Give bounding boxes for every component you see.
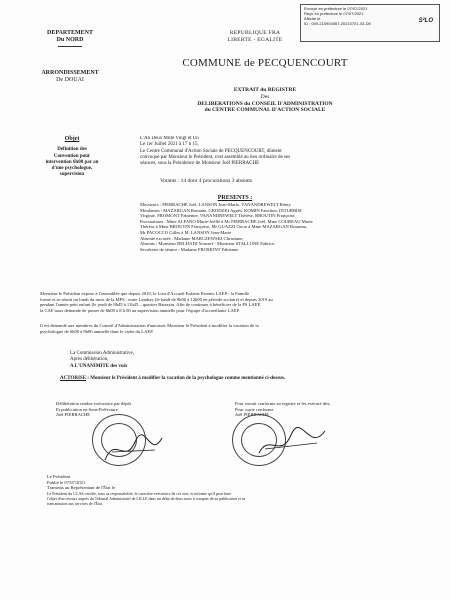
presents-line-3: Virginie, FROMONT Fabienne, VANANDREWELT Thérèse, BROUTIN Françoise bbox=[140, 213, 295, 219]
dept-line-2: Du NORD bbox=[56, 37, 84, 43]
footer-right-line-3: Joël PIERRACHE bbox=[235, 412, 270, 418]
legal-notice bbox=[47, 491, 427, 506]
prefecture-stamp bbox=[300, 4, 440, 42]
commission-line-2: Après délibération, bbox=[70, 357, 109, 363]
presents-line-9: Secrétaire de séance : Madame FROMONT Fabienne bbox=[140, 246, 239, 252]
registre-line-1: EXTRAIT du REGISTRE bbox=[233, 87, 297, 93]
divider bbox=[58, 46, 82, 47]
demande-line-1: Il est demandé aux membres du Conseil d'Administration d'autoriser Monsieur le Président à modifier la vacation de la bbox=[40, 323, 259, 328]
stamp-signature: S²LO bbox=[418, 18, 433, 24]
expose-line-4: la CAF nous demande de passer de 6h00 à 8 h 00 au supervision annuelle pour l'équipe d'accueillante LAEP. bbox=[40, 307, 240, 313]
objet-label: Objet bbox=[64, 136, 80, 142]
expose-line-2: forme et se réunit un lundi du mois de la MPS : entre Lambay (le lundi de 9h00 à 12h00 en période scolaire) et depuis 2019 au bbox=[40, 296, 273, 302]
meeting-line-4: convoqué par Monsieur le Président, s'est assemblé au lieu ordinaire de ses bbox=[140, 154, 291, 160]
objet-block bbox=[32, 136, 112, 179]
publication-line-1: Publié le 07/07/2021 bbox=[47, 479, 86, 485]
registre-title bbox=[150, 87, 380, 114]
stamp-line-3: Affiché le bbox=[304, 16, 321, 21]
publication-line-2: Transmis au Représentant de l'État le bbox=[47, 485, 116, 491]
arrond-line-2: De DOUAI bbox=[56, 77, 84, 83]
arrondissement-block bbox=[20, 70, 120, 84]
presents-line-6: Mr PACOCCO Gilles à M. LANSON Jean-Marie bbox=[140, 229, 232, 235]
arrond-line-1: ARRONDISSEMENT bbox=[41, 70, 99, 76]
presents-line-2: Mesdames : MAZARGAN Romane, GRODZKI Agnès, KOMIN Fanchon, DITURBISI bbox=[140, 207, 302, 213]
registre-line-3: DELIBERATIONS du CONSEIL D'ADMINISTRATION bbox=[197, 100, 333, 107]
presents-block bbox=[140, 202, 400, 252]
footer-left-line-2: Et publication en Sous-Préfecture bbox=[56, 406, 118, 412]
president-label: Le Président bbox=[47, 474, 71, 479]
footer-right-line-2: Pour copie conforme bbox=[235, 406, 274, 412]
presents-line-4: Procurations : Mme ALFANO Marie-Joëlle à Mr PIERRACHE Joël, Mme COUREAU Marie bbox=[140, 218, 313, 224]
legal-line-2: l'objet d'un recours auprès du Tribunal Administratif de LILLE dans un délai de deux mois à compter de sa publication et sa bbox=[47, 496, 246, 501]
stamp-line-1: Envoyé en préfecture le 07/07/2021 bbox=[304, 6, 368, 11]
legal-line-1: Le Président du CCAS certifie, sous sa responsabilité, le caractère exécutoire de cet acte, et informe qu'il peut faire bbox=[47, 491, 232, 496]
presents-line-7: Absente excusée : Madame MARCZEWSKI Christiane, bbox=[140, 235, 244, 241]
meeting-line-1: L'An Deux Mille Vingt et Un bbox=[140, 136, 199, 141]
objet-line-3: intervention 6h00 par an bbox=[45, 159, 99, 165]
legal-line-3: transmission aux services de l'État. bbox=[47, 501, 103, 506]
demande-paragraph bbox=[40, 323, 410, 334]
meeting-block bbox=[140, 136, 375, 167]
votants-line: Votants : 14 dont 4 procurations 3 absents bbox=[160, 178, 253, 184]
meeting-line-3: Le Centre Communal d'Action Sociale de PECQUENCOURT, dûment bbox=[140, 148, 282, 154]
meeting-line-2: Le 1er Juillet 2021 à 17 h 15, bbox=[140, 142, 199, 148]
commission-line-1: La Commission Administrative, bbox=[70, 351, 135, 356]
actorise-text: : Monsieur le Président à modifier la vacation de la psychologue comme mentionné ci-dessus. bbox=[87, 376, 286, 381]
presents-line-1: Messieurs : PIERRACHE Joël, LANSON Jean-Marie, VANANDREWELT Rémy bbox=[140, 202, 291, 207]
expose-line-1: Monsieur le Président expose à l'assemblée que depuis 2010, le Lieu d'Accueil Enfants Parents LAEP - la Famille bbox=[40, 291, 250, 296]
presents-line-8: Absents : Monsieur BELHADJ Youssef - Monsieur STALLONE Fabrice, bbox=[140, 241, 276, 247]
objet-line-2: Convention pour bbox=[53, 153, 91, 159]
objet-line-5: supervision bbox=[59, 172, 85, 178]
signature-left bbox=[100, 430, 170, 470]
presents-heading: PRESENTS : bbox=[217, 195, 253, 201]
commission-line-3: A L'UNANIMITE des voix bbox=[70, 363, 128, 369]
expose-paragraph bbox=[40, 291, 410, 313]
actorise-label: ACTORISE bbox=[60, 376, 87, 381]
presents-line-5: Thérèse à Mme BROUTIN Françoise, Mr GUAZZI Oscar à Mme MAZARGAN Rosanna, bbox=[140, 224, 307, 230]
stamp-line-4: ID : 059-215904557-20210701-03-DE bbox=[304, 21, 372, 26]
actorise-line bbox=[60, 376, 420, 382]
republic-line-1: REPUBLIQUE FRA bbox=[229, 30, 281, 36]
objet-line-4: d'une psychologue, bbox=[51, 166, 93, 172]
registre-line-2: Des bbox=[260, 93, 270, 100]
footer-right-line-1: Pour extrait conforme au registre et les exécuté dits, bbox=[235, 401, 331, 406]
department-block bbox=[20, 30, 120, 44]
expose-line-3: pendant l'année petit enfant (le jeudi de 8h45 à 11h45 – quartier Barrazin. Afin de continuer à bénéficier de la PS LAEP, bbox=[40, 302, 261, 308]
dept-line-1: DEPARTEMENT bbox=[46, 30, 93, 36]
footer-publication bbox=[47, 474, 227, 491]
stamp-line-2: Reçu en préfecture le 07/07/2021 bbox=[304, 11, 364, 16]
footer-left-line-3: Joël PIERRACHE bbox=[56, 412, 91, 418]
footer-left bbox=[56, 401, 206, 418]
objet-line-1: Définition des bbox=[57, 147, 87, 153]
commune-title: COMMUNE de PECQUENCOURT bbox=[182, 57, 348, 69]
registre-line-4: du CENTRE COMMUNAL D'ACTION SOCIALE bbox=[204, 107, 326, 114]
signature-right bbox=[255, 425, 335, 465]
republic-line-2: LIBERTE - EGALITE bbox=[227, 36, 283, 43]
commission-block bbox=[70, 351, 220, 370]
meeting-line-5: séances, sous la Présidence de Monsieur Joël PIERRACHE bbox=[140, 161, 260, 167]
demande-line-2: psychologue de 6h00 à 8h00 annuelle dans le cadre du LAEP. bbox=[40, 328, 154, 334]
footer-left-line-1: Délibération rendue exécutoire par dépôt bbox=[56, 401, 132, 406]
